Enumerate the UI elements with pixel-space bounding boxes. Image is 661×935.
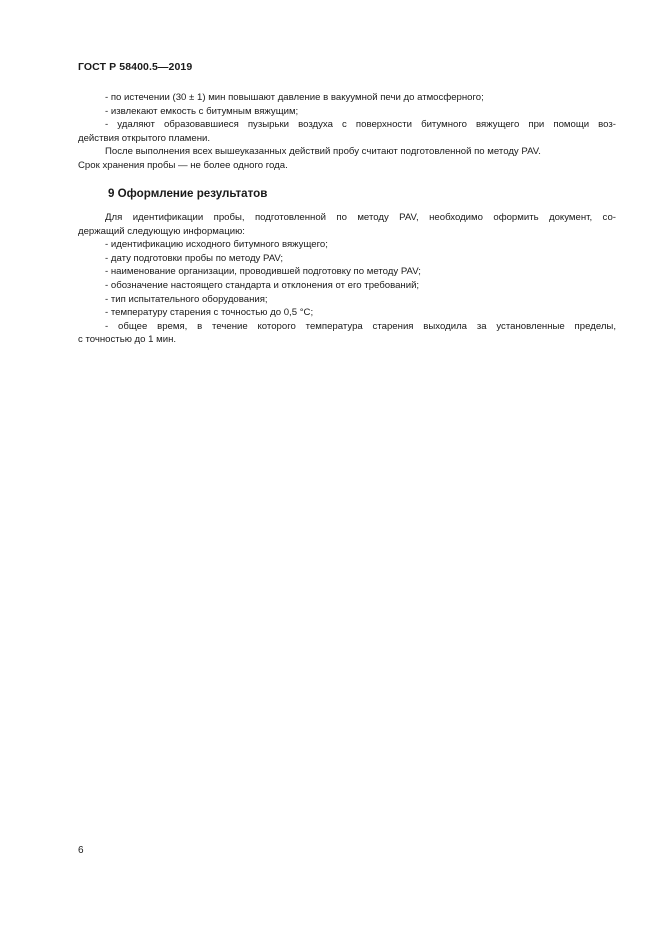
- list-item-line: - удаляют образовавшиеся пузырьки воздуха с поверхности битумного вяжущего при помощи воз-: [105, 119, 616, 131]
- list-item-line: с точностью до 1 мин.: [78, 334, 177, 346]
- page-number: 6: [78, 845, 84, 856]
- section-heading: 9 Оформление результатов: [108, 187, 268, 200]
- list-item: - температуру старения с точностью до 0,5 °С;: [105, 307, 314, 319]
- standard-header: ГОСТ Р 58400.5—2019: [78, 61, 193, 73]
- list-item-line: действия открытого пламени.: [78, 132, 211, 144]
- paragraph-line: Для идентификации пробы, подготовленной по методу PAV, необходимо оформить документ, со-: [105, 212, 616, 223]
- results-section-body: [78, 211, 616, 347]
- list-item: - извлекают емкость с битумным вяжущим;: [105, 105, 299, 117]
- list-item: - по истечении (30 ± 1) мин повышают давление в вакуумной печи до атмосферного;: [105, 92, 484, 103]
- list-item: - идентификацию исходного битумного вяжущего;: [105, 239, 328, 251]
- paragraph-line: После выполнения всех вышеуказанных действий пробу считают подготовленной по методу PAV.: [105, 146, 541, 158]
- list-item: - дату подготовки пробы по методу PAV;: [105, 252, 284, 264]
- list-item: - обозначение настоящего стандарта и отклонения от его требований;: [105, 279, 420, 291]
- list-item: - тип испытательного оборудования;: [105, 293, 268, 305]
- list-item: - наименование организации, проводившей подготовку по методу PAV;: [105, 266, 421, 278]
- paragraph-line: держащий следующую информацию:: [78, 225, 245, 237]
- paragraph-line: Срок хранения пробы — не более одного года.: [78, 159, 288, 171]
- procedure-steps: [78, 91, 616, 173]
- list-item-line: - общее время, в течение которого температура старения выходила за установленные пределы,: [105, 320, 616, 332]
